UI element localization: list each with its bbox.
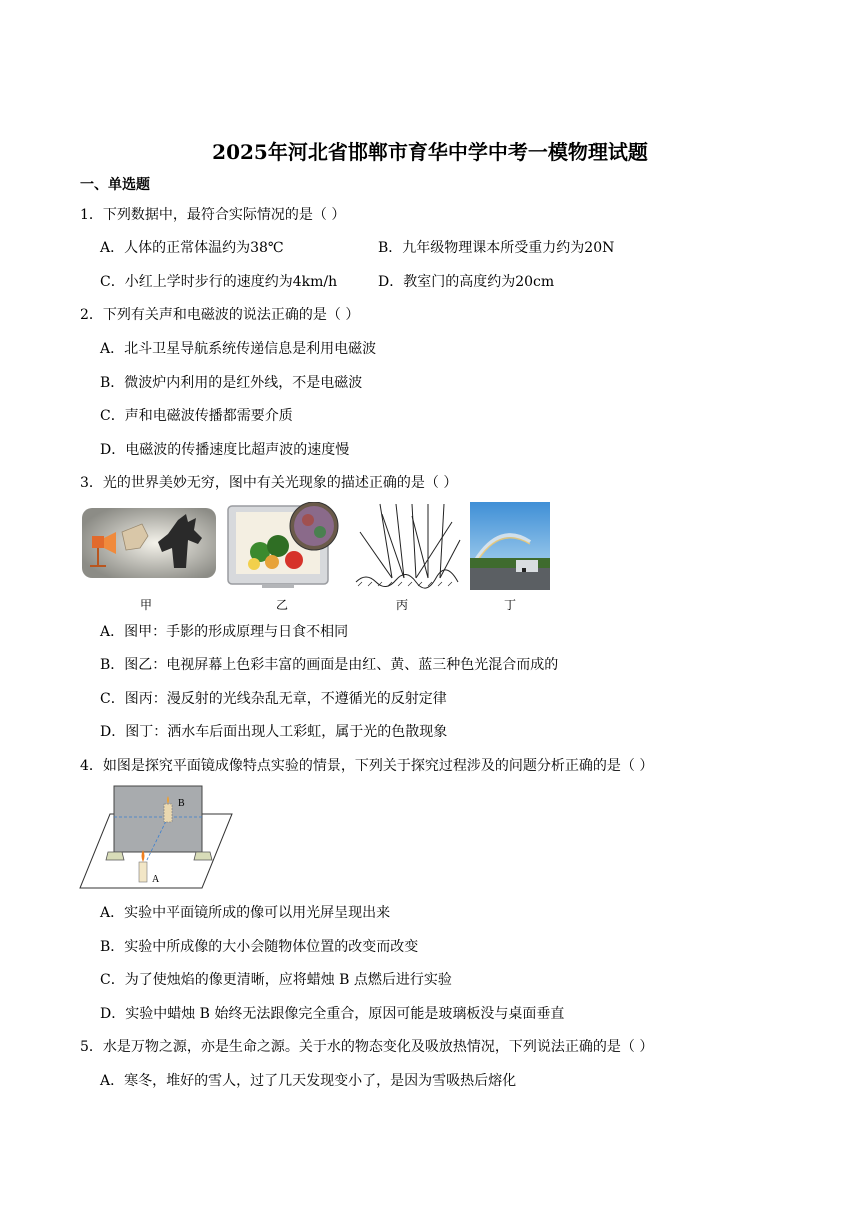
- section-heading: 一、单选题: [80, 177, 150, 193]
- q1-option-c: C．小红上学时步行的速度约为4km/h: [100, 274, 338, 290]
- q4-option-d: D．实验中蜡烛 B 始终无法跟像完全重合，原因可能是玻璃板没与桌面垂直: [100, 1006, 565, 1022]
- figure-jia-hand-shadow: [82, 508, 216, 578]
- candle-b-label: B: [178, 798, 185, 809]
- caption-yi: 乙: [275, 598, 288, 612]
- q3-option-a: A．图甲：手影的形成原理与日食不相同: [100, 624, 349, 640]
- q3-option-d: D．图丁：洒水车后面出现人工彩虹，属于光的色散现象: [100, 724, 448, 740]
- q3-option-c: C．图丙：漫反射的光线杂乱无章，不遵循光的反射定律: [100, 691, 447, 707]
- q2-option-d: D．电磁波的传播速度比超声波的速度慢: [100, 442, 350, 458]
- q3-option-b: B．图乙：电视屏幕上色彩丰富的画面是由红、黄、蓝三种色光混合而成的: [100, 657, 559, 673]
- question-2-stem: 2．下列有关声和电磁波的说法正确的是（ ）: [80, 307, 360, 323]
- q1-option-b: B．九年级物理课本所受重力约为20N: [378, 240, 615, 256]
- q4-option-a: A．实验中平面镜所成的像可以用光屏呈现出来: [100, 905, 391, 921]
- q1-option-d: D．教室门的高度约为20cm: [378, 274, 555, 290]
- figure-ding-rainbow-photo: [470, 502, 550, 590]
- caption-bing: 丙: [395, 598, 408, 612]
- page-title: 2025年河北省邯郸市育华中学中考一模物理试题: [212, 140, 648, 164]
- question-4-stem: 4．如图是探究平面镜成像特点实验的情景，下列关于探究过程涉及的问题分析正确的是（ ）: [80, 758, 654, 774]
- q2-option-a: A．北斗卫星导航系统传递信息是利用电磁波: [100, 341, 377, 357]
- caption-ding: 丁: [503, 598, 516, 612]
- candle-a-label: A: [152, 874, 160, 885]
- caption-jia: 甲: [139, 598, 152, 612]
- figure-bing-diffuse-reflection: [352, 502, 464, 590]
- q2-option-b: B．微波炉内利用的是红外线，不是电磁波: [100, 375, 363, 391]
- figure-plane-mirror-experiment: [78, 782, 236, 892]
- q5-option-a: A．寒冬，堆好的雪人，过了几天发现变小了，是因为雪吸热后熔化: [100, 1073, 517, 1089]
- q2-option-c: C．声和电磁波传播都需要介质: [100, 408, 293, 424]
- q1-option-a: A．人体的正常体温约为38℃: [100, 240, 284, 256]
- question-1-stem: 1．下列数据中，最符合实际情况的是（ ）: [80, 207, 346, 223]
- q4-option-c: C．为了使烛焰的像更清晰，应将蜡烛 B 点燃后进行实验: [100, 972, 452, 988]
- q4-option-b: B．实验中所成像的大小会随物体位置的改变而改变: [100, 939, 419, 955]
- figure-yi-tv-screen: [226, 502, 340, 588]
- question-5-stem: 5．水是万物之源，亦是生命之源。关于水的物态变化及吸放热情况，下列说法正确的是（ ）: [80, 1039, 654, 1055]
- question-3-stem: 3．光的世界美妙无穷，图中有关光现象的描述正确的是（ ）: [80, 475, 458, 491]
